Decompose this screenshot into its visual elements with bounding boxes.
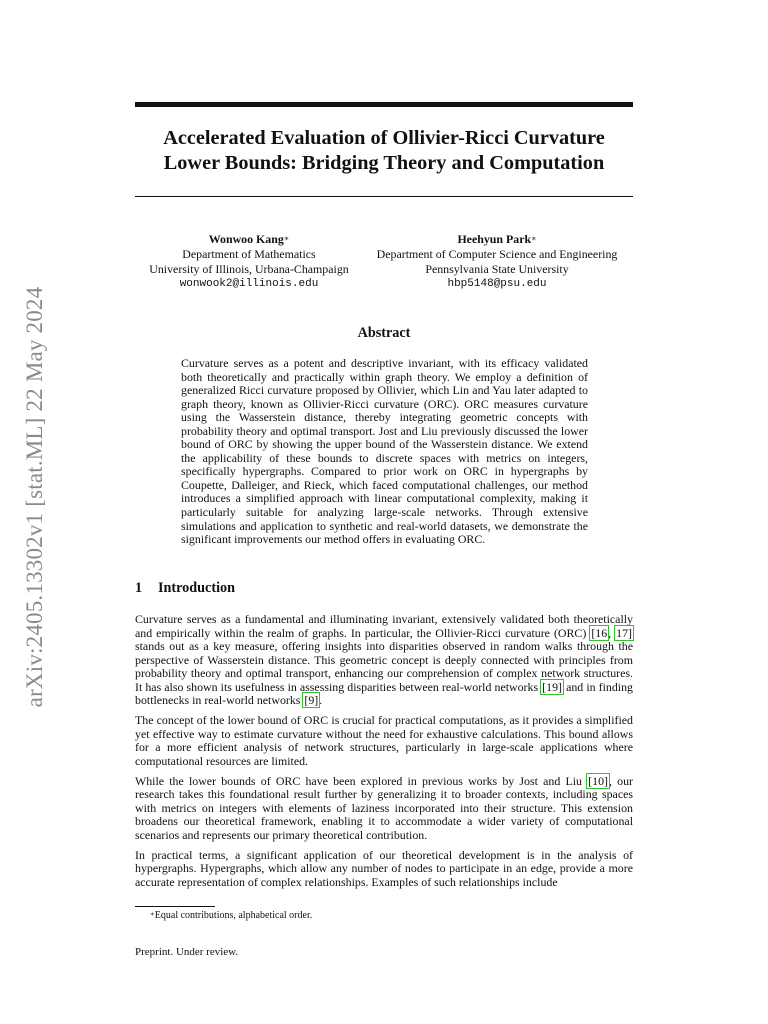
intro-paragraph-2: The concept of the lower bound of ORC is crucial for practical computations, as it provides a simplified yet effective way to estimate curvature without the need for exhaustive calculations. This bound allows for a more efficient analysis of network structures, particularly in large-scale applications where computational resources are limited. bbox=[135, 713, 633, 768]
citation-link[interactable]: [10] bbox=[588, 773, 608, 788]
intro-paragraph-1 bbox=[135, 613, 633, 708]
intro-paragraph-4: In practical terms, a significant application of our theoretical development is in the analysis of hypergraphs. Hypergraphs, which allow any number of nodes to participate in an edge, provide a more accurate representation of complex relationships. Examples of such relationships include bbox=[135, 847, 633, 889]
paragraph-text: stands out as a key measure, offering insights into disparities observed in random walks through the perspective of Wasserstein distance. This geometric concept is deeply connected with principles from probability theory and optimal transport, enhancing our comprehension of complex network structures. It has also shown its usefulness in assessing disparities between real-world networks bbox=[135, 639, 633, 694]
author-email[interactable]: wonwook2@illinois.edu bbox=[179, 278, 319, 290]
paragraph-text: , our research takes this foundational result further by generalizing it to broader contexts, including spaces with metrics on integers with elements of laziness incorporated into their structure. This extension broadens our theoretical framework, enabling it to accommodate a wider variety of computational scenarios and represents our primary theoretical contribution. bbox=[135, 773, 633, 842]
footnote-rule bbox=[135, 906, 215, 907]
preprint-note: Preprint. Under review. bbox=[135, 946, 239, 958]
paragraph-text: . bbox=[319, 693, 323, 707]
abstract-text: Curvature serves as a potent and descriptive invariant, with its efficacy validated both theoretically and practically within graph theory. We employ a definition of generalized Ricci curvature proposed by Ollivier, which Lin and Yau later adapted to graph theory, known as Ollivier-Ricci curvature (ORC). ORC measures curvature using the Wasserstein distance, thereby integrating geometric concepts with probability theory and optimal transport. Jost and Liu previously discussed the lower bound of ORC by showing the upper bound of the Wasserstein distance. We extend the applicability of these bounds to discrete spaces with metrics on integers, specifically hypergraphs. Compared to prior work on ORC in hypergraphs by Coupette, Dalleiger, and Rieck, which faced computational challenges, our method introduces a simplified approach with linear computational complexity, making it particularly suitable for analyzing large-scale networks. Through extensive simulations and application to synthetic and real-world datasets, we demonstrate the significant improvements our method offers in evaluating ORC. bbox=[181, 356, 588, 547]
author-footnote-marker: ∗ bbox=[531, 234, 537, 243]
author-institution: University of Illinois, Urbana-Champaign bbox=[149, 262, 349, 276]
citation-link[interactable]: [19] bbox=[542, 679, 562, 694]
author-name: Heehyun Park bbox=[457, 232, 532, 246]
paragraph-text: Curvature serves as a fundamental and illuminating invariant, extensively validated both theoretically and empirically within the realm of graphs. In particular, the Ollivier-Ricci curvature (ORC) bbox=[135, 612, 633, 640]
footnote-text: Equal contributions, alphabetical order. bbox=[154, 910, 313, 921]
author-department: Department of Mathematics bbox=[182, 247, 316, 261]
author-block-2 bbox=[366, 232, 628, 292]
author-institution: Pennsylvania State University bbox=[425, 262, 569, 276]
paper-title bbox=[135, 126, 633, 176]
title-top-rule bbox=[135, 102, 633, 107]
footnote bbox=[150, 910, 312, 921]
title-line-2: Lower Bounds: Bridging Theory and Computation bbox=[163, 152, 605, 174]
footnote-marker: ∗ bbox=[150, 910, 155, 918]
author-email[interactable]: hbp5148@psu.edu bbox=[447, 278, 547, 290]
citation-link[interactable]: [16 bbox=[591, 625, 608, 640]
author-block-1 bbox=[140, 232, 358, 292]
paragraph-text: and in finding bottlenecks in real-world networks bbox=[135, 679, 633, 707]
citation-link[interactable]: [9] bbox=[304, 693, 319, 707]
abstract-heading: Abstract bbox=[357, 325, 411, 341]
author-department: Department of Computer Science and Engineering bbox=[376, 247, 618, 261]
introduction-body bbox=[135, 613, 633, 896]
section-number: 1 bbox=[135, 580, 143, 596]
intro-paragraph-3 bbox=[135, 775, 633, 843]
citation-link[interactable]: 17] bbox=[616, 625, 632, 640]
author-name: Wonwoo Kang bbox=[208, 232, 284, 246]
paragraph-text: While the lower bounds of ORC have been explored in previous works by Jost and Liu bbox=[135, 773, 588, 788]
arxiv-identifier-stamp: arXiv:2405.13302v1 [stat.ML] 22 May 2024 bbox=[22, 286, 47, 708]
citation-separator: , bbox=[608, 625, 616, 640]
section-heading-introduction bbox=[135, 580, 235, 597]
author-footnote-marker: ∗ bbox=[283, 234, 290, 243]
title-line-1: Accelerated Evaluation of Ollivier-Ricci Curvature bbox=[163, 127, 605, 149]
section-title: Introduction bbox=[158, 580, 235, 596]
title-bottom-rule bbox=[135, 196, 633, 197]
